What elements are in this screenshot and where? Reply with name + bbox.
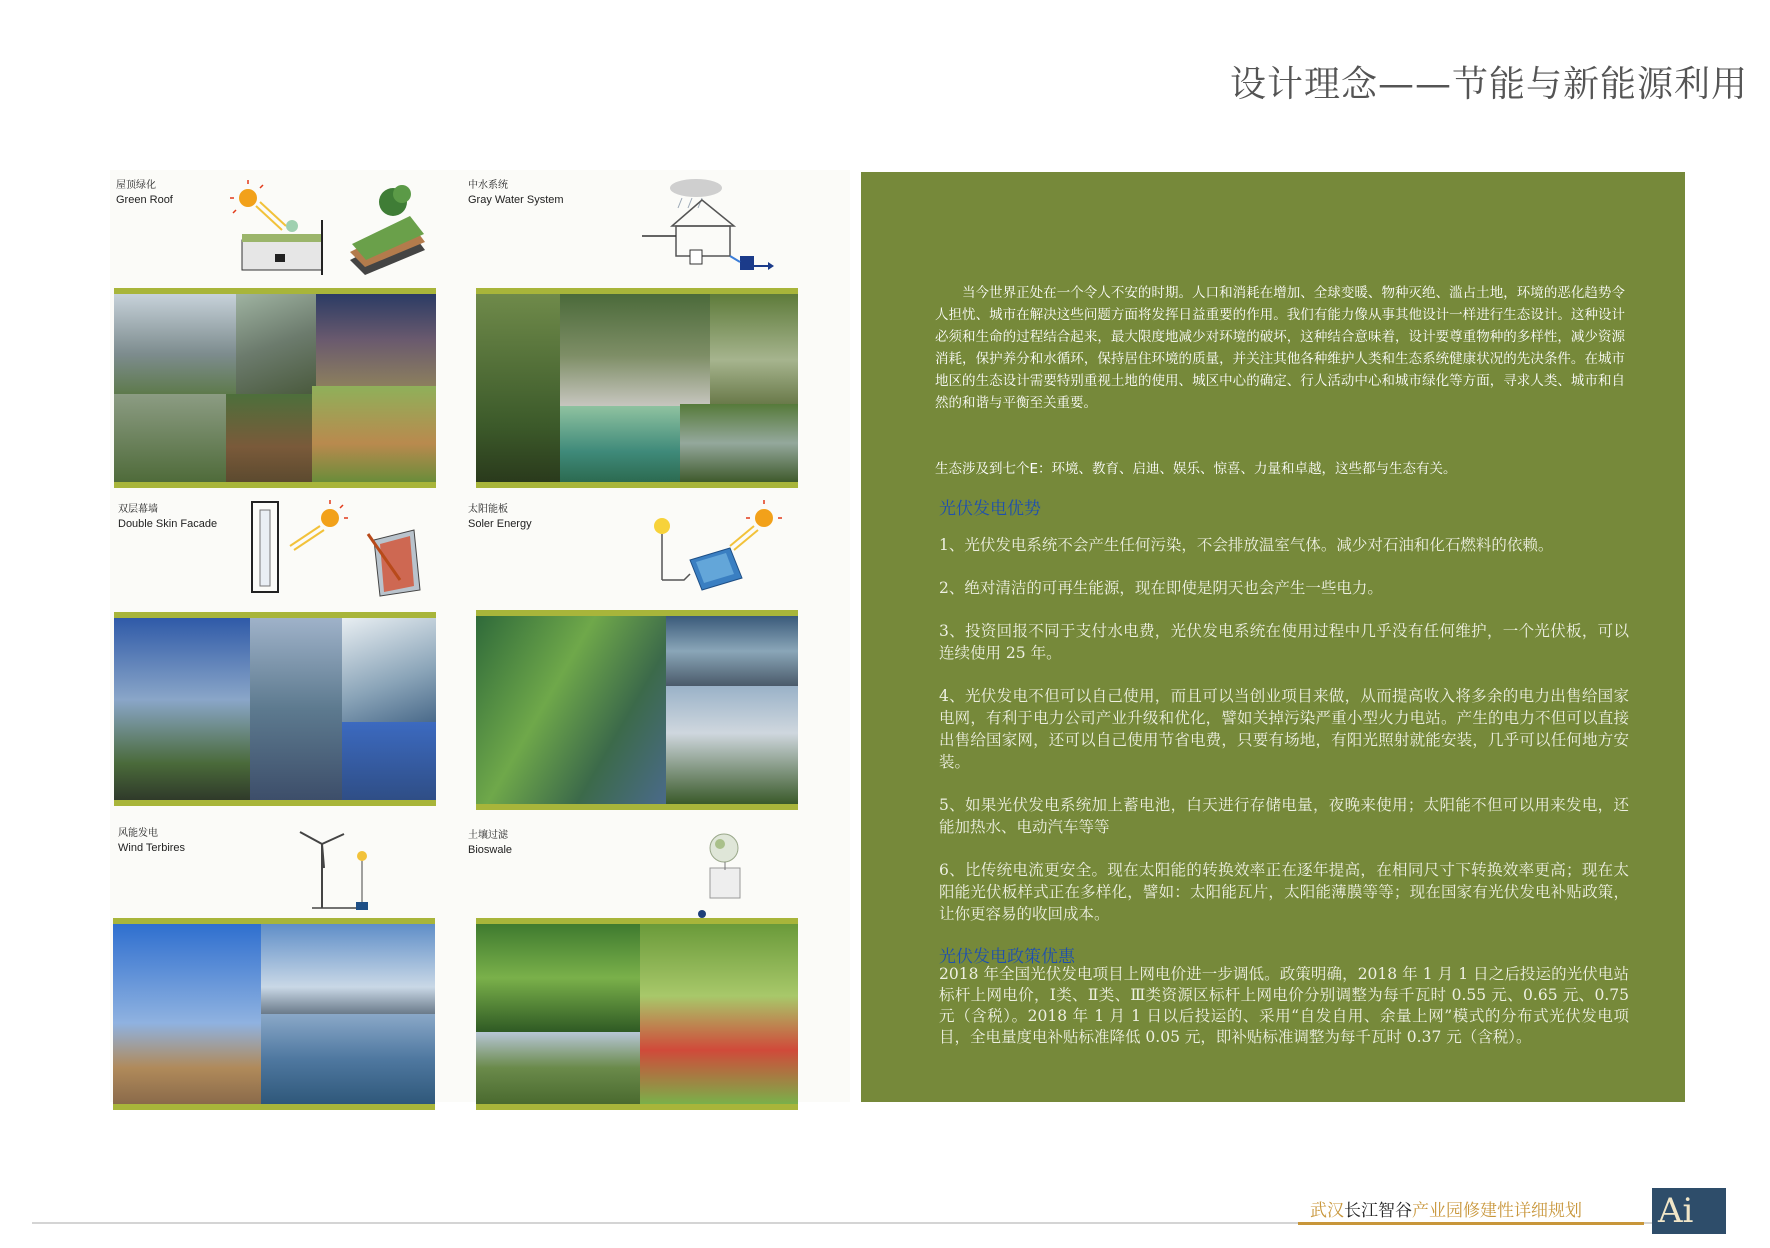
wind-photo-collage [113, 918, 435, 1110]
company-logo: Ai [1652, 1188, 1726, 1234]
list-item: 2、绝对清洁的可再生能源，现在即使是阴天也会产生一些电力。 [939, 579, 1383, 597]
green-roof-photo-collage [114, 288, 436, 488]
list-item: 6、比传统电流更安全。现在太阳能的转换效率正在逐年提高，在相同尺寸下转换效率更高；现在太阳能光伏板样式正在多样化，譬如：太阳能瓦片，太阳能薄膜等等；现在国家有光伏发电补贴政策，让你更容易的收回成本。 [939, 861, 1629, 923]
bioswale-diagram-icon [690, 830, 770, 920]
section-label-green-roof: 屋顶绿化 Green Roof [116, 180, 173, 206]
footer-underline [1298, 1222, 1644, 1225]
wind-turbine-diagram-icon [292, 826, 412, 916]
heading-pv-policy: 光伏发电政策优惠 [939, 947, 1075, 967]
section-label-solar: 太阳能板 Soler Energy [468, 504, 532, 530]
gray-water-diagram-icon [642, 176, 782, 276]
heading-pv-advantages: 光伏发电优势 [939, 499, 1041, 519]
solar-photo-collage [476, 610, 798, 810]
list-item: 3、投资回报不同于支付水电费，光伏发电系统在使用过程中几乎没有任何维护，一个光伏板，可以连续使用 25 年。 [939, 622, 1629, 662]
list-item: 4、光伏发电不但可以自己使用，而且可以当创业项目来做，从而提高收入将多余的电力出售给国家电网，有利于电力公司产业升级和优化，譬如关掉污染严重小型火力电站。产生的电力不但可以直接出售给国家网，还可以自己使用节省电费，只要有场地，有阳光照射就能安装，几乎可以任何地方安装。 [939, 687, 1629, 771]
eco-paragraph: 生态涉及到七个E：环境、教育、启迪、娱乐、惊喜、力量和卓越，这些都与生态有关。 [935, 461, 1457, 477]
section-label-bioswale: 土壤过滤 Bioswale [468, 830, 513, 856]
list-item: 1、光伏发电系统不会产生任何污染，不会排放温室气体。减少对石油和化石燃料的依赖。 [939, 536, 1554, 554]
intro-paragraph: 当今世界正处在一个令人不安的时期。人口和消耗在增加、全球变暖、物种灭绝、滥占土地，环境的恶化趋势令人担忧、城市在解决这些问题方面将发挥日益重要的作用。我们有能力像从事其他设计一样进行生态设计。这种设计必须和生命的过程结合起来，最大限度地减少对环境的破坏，这种结合意味着，设计要尊重物种的多样性，减少资源消耗，保护养分和水循环，保持居住环境的质量，并关注其他各种维护人类和生态系统健康状况的先决条件。在城市地区的生态设计需要特别重视土地的使用、城区中心的确定、行人活动中心和城市绿化等方面，寻求人类、城市和自然的和谐与平衡至关重要。 [935, 285, 1625, 411]
section-label-double-skin: 双层幕墙 Double Skin Facade [118, 504, 218, 530]
list-item: 5、如果光伏发电系统加上蓄电池，白天进行存储电量，夜晚来使用；太阳能不但可以用来发电，还能加热水、电动汽车等等 [939, 796, 1629, 836]
section-label-gray-water: 中水系统 Gray Water System [468, 180, 564, 206]
double-skin-photo-collage [114, 612, 436, 806]
page-title: 设计理念——节能与新能源利用 [1229, 64, 1748, 105]
section-label-wind: 风能发电 Wind Terbires [118, 828, 186, 854]
pv-advantages-list [939, 534, 1629, 946]
illustration-panel [110, 170, 850, 1102]
solar-panel-diagram-icon [634, 500, 794, 596]
footer-project-title: 武汉长江智谷产业园修建性详细规划 [1310, 1201, 1582, 1221]
double-skin-diagram-icon [250, 500, 430, 600]
description-panel [861, 172, 1685, 1102]
pv-policy-paragraph: 2018 年全国光伏发电项目上网电价进一步调低。政策明确，2018 年 1 月 1 日之后投运的光伏电站标杆上网电价，Ⅰ类、Ⅱ类、Ⅲ类资源区标杆上网电价分别调整为每千瓦时 0.55 元、0.65 元、0.75 元（含税）。2018 年 1 月 1 日以后投运的、采用“自发自用、余量上网”模式的分布式光伏发电项目，全电量度电补贴标准降低 0.05 元，即补贴标准调整为每千瓦时 0.37 元（含税）。 [939, 965, 1629, 1046]
bioswale-photo-collage [476, 918, 798, 1110]
green-roof-diagram-icon [230, 180, 430, 275]
gray-water-photo-collage [476, 288, 798, 488]
